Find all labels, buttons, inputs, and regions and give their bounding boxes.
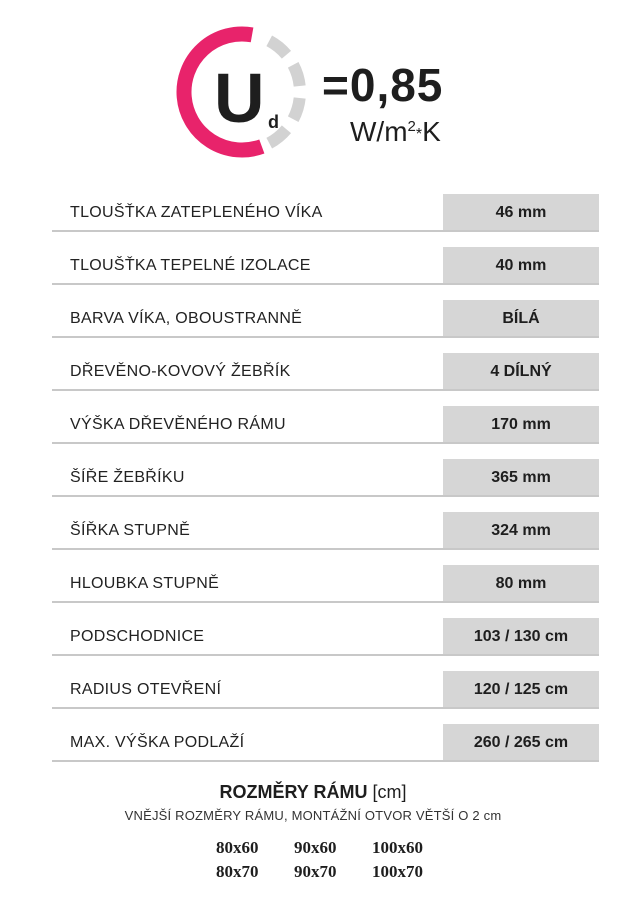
logo-subscript: d [268, 112, 279, 132]
spec-label: BARVA VÍKA, OBOUSTRANNĚ [70, 310, 303, 327]
frame-title: ROZMĚRY RÁMU [cm] [219, 782, 407, 802]
spec-value: 120 / 125 cm [443, 671, 599, 707]
logo-dash-segment [293, 65, 299, 86]
spec-value: BÍLÁ [443, 300, 599, 336]
spec-label: RADIUS OTEVŘENÍ [70, 681, 222, 698]
frame-size: 90x60 [294, 838, 337, 857]
spec-label: VÝŠKA DŘEVĚNÉHO RÁMU [70, 416, 286, 433]
spec-label: ŠÍŘE ŽEBŘÍKU [70, 469, 185, 486]
spec-value: 324 mm [443, 512, 599, 548]
frame-subtitle: VNĚJŠÍ ROZMĚRY RÁMU, MONTÁŽNÍ OTVOR VĚTŠÍ O 2 cm [124, 808, 502, 823]
spec-row [52, 300, 599, 338]
spec-value: 260 / 265 cm [443, 724, 599, 760]
frame-size: 100x60 [372, 838, 423, 857]
spec-value: 40 mm [443, 247, 599, 283]
spec-row [52, 406, 599, 444]
spec-value: 46 mm [443, 194, 599, 230]
spec-value: 4 DÍLNÝ [443, 353, 599, 389]
ud-unit: $W/m^2*K$ [350, 116, 441, 147]
spec-label: TLOUŠŤKA TEPELNÉ IZOLACE [70, 257, 311, 274]
frame-size: 90x70 [294, 862, 337, 881]
logo-dash-segment [293, 98, 299, 119]
spec-value: 170 mm [443, 406, 599, 442]
spec-label: MAX. VÝŠKA PODLAŽÍ [70, 734, 245, 751]
spec-label: TLOUŠŤKA ZATEPLENÉHO VÍKA [70, 204, 323, 221]
spec-row [52, 671, 599, 709]
spec-row [52, 247, 599, 285]
spec-label: PODSCHODNICE [70, 628, 205, 645]
spec-row [52, 459, 599, 497]
spec-row [52, 618, 599, 656]
spec-row [52, 724, 599, 762]
ud-value: =0,85 [322, 59, 444, 111]
spec-row [52, 512, 599, 550]
spec-row [52, 353, 599, 391]
spec-row [52, 194, 599, 232]
frame-size: 80x60 [216, 838, 259, 857]
spec-label: ŠÍŘKA STUPNĚ [70, 522, 191, 539]
frame-dimensions [0, 780, 626, 823]
spec-table [52, 194, 599, 777]
logo-u-letter: U [214, 59, 265, 137]
spec-label: DŘEVĚNO-KOVOVÝ ŽEBŘÍK [70, 363, 291, 380]
frame-size: 80x70 [216, 862, 259, 881]
spec-row [52, 565, 599, 603]
spec-value: 365 mm [443, 459, 599, 495]
logo-dash-segment [269, 41, 286, 55]
ud-logo [0, 0, 626, 180]
spec-value: 80 mm [443, 565, 599, 601]
spec-label: HLOUBKA STUPNĚ [70, 575, 220, 592]
spec-value: 103 / 130 cm [443, 618, 599, 654]
frame-size: 100x70 [372, 862, 423, 881]
